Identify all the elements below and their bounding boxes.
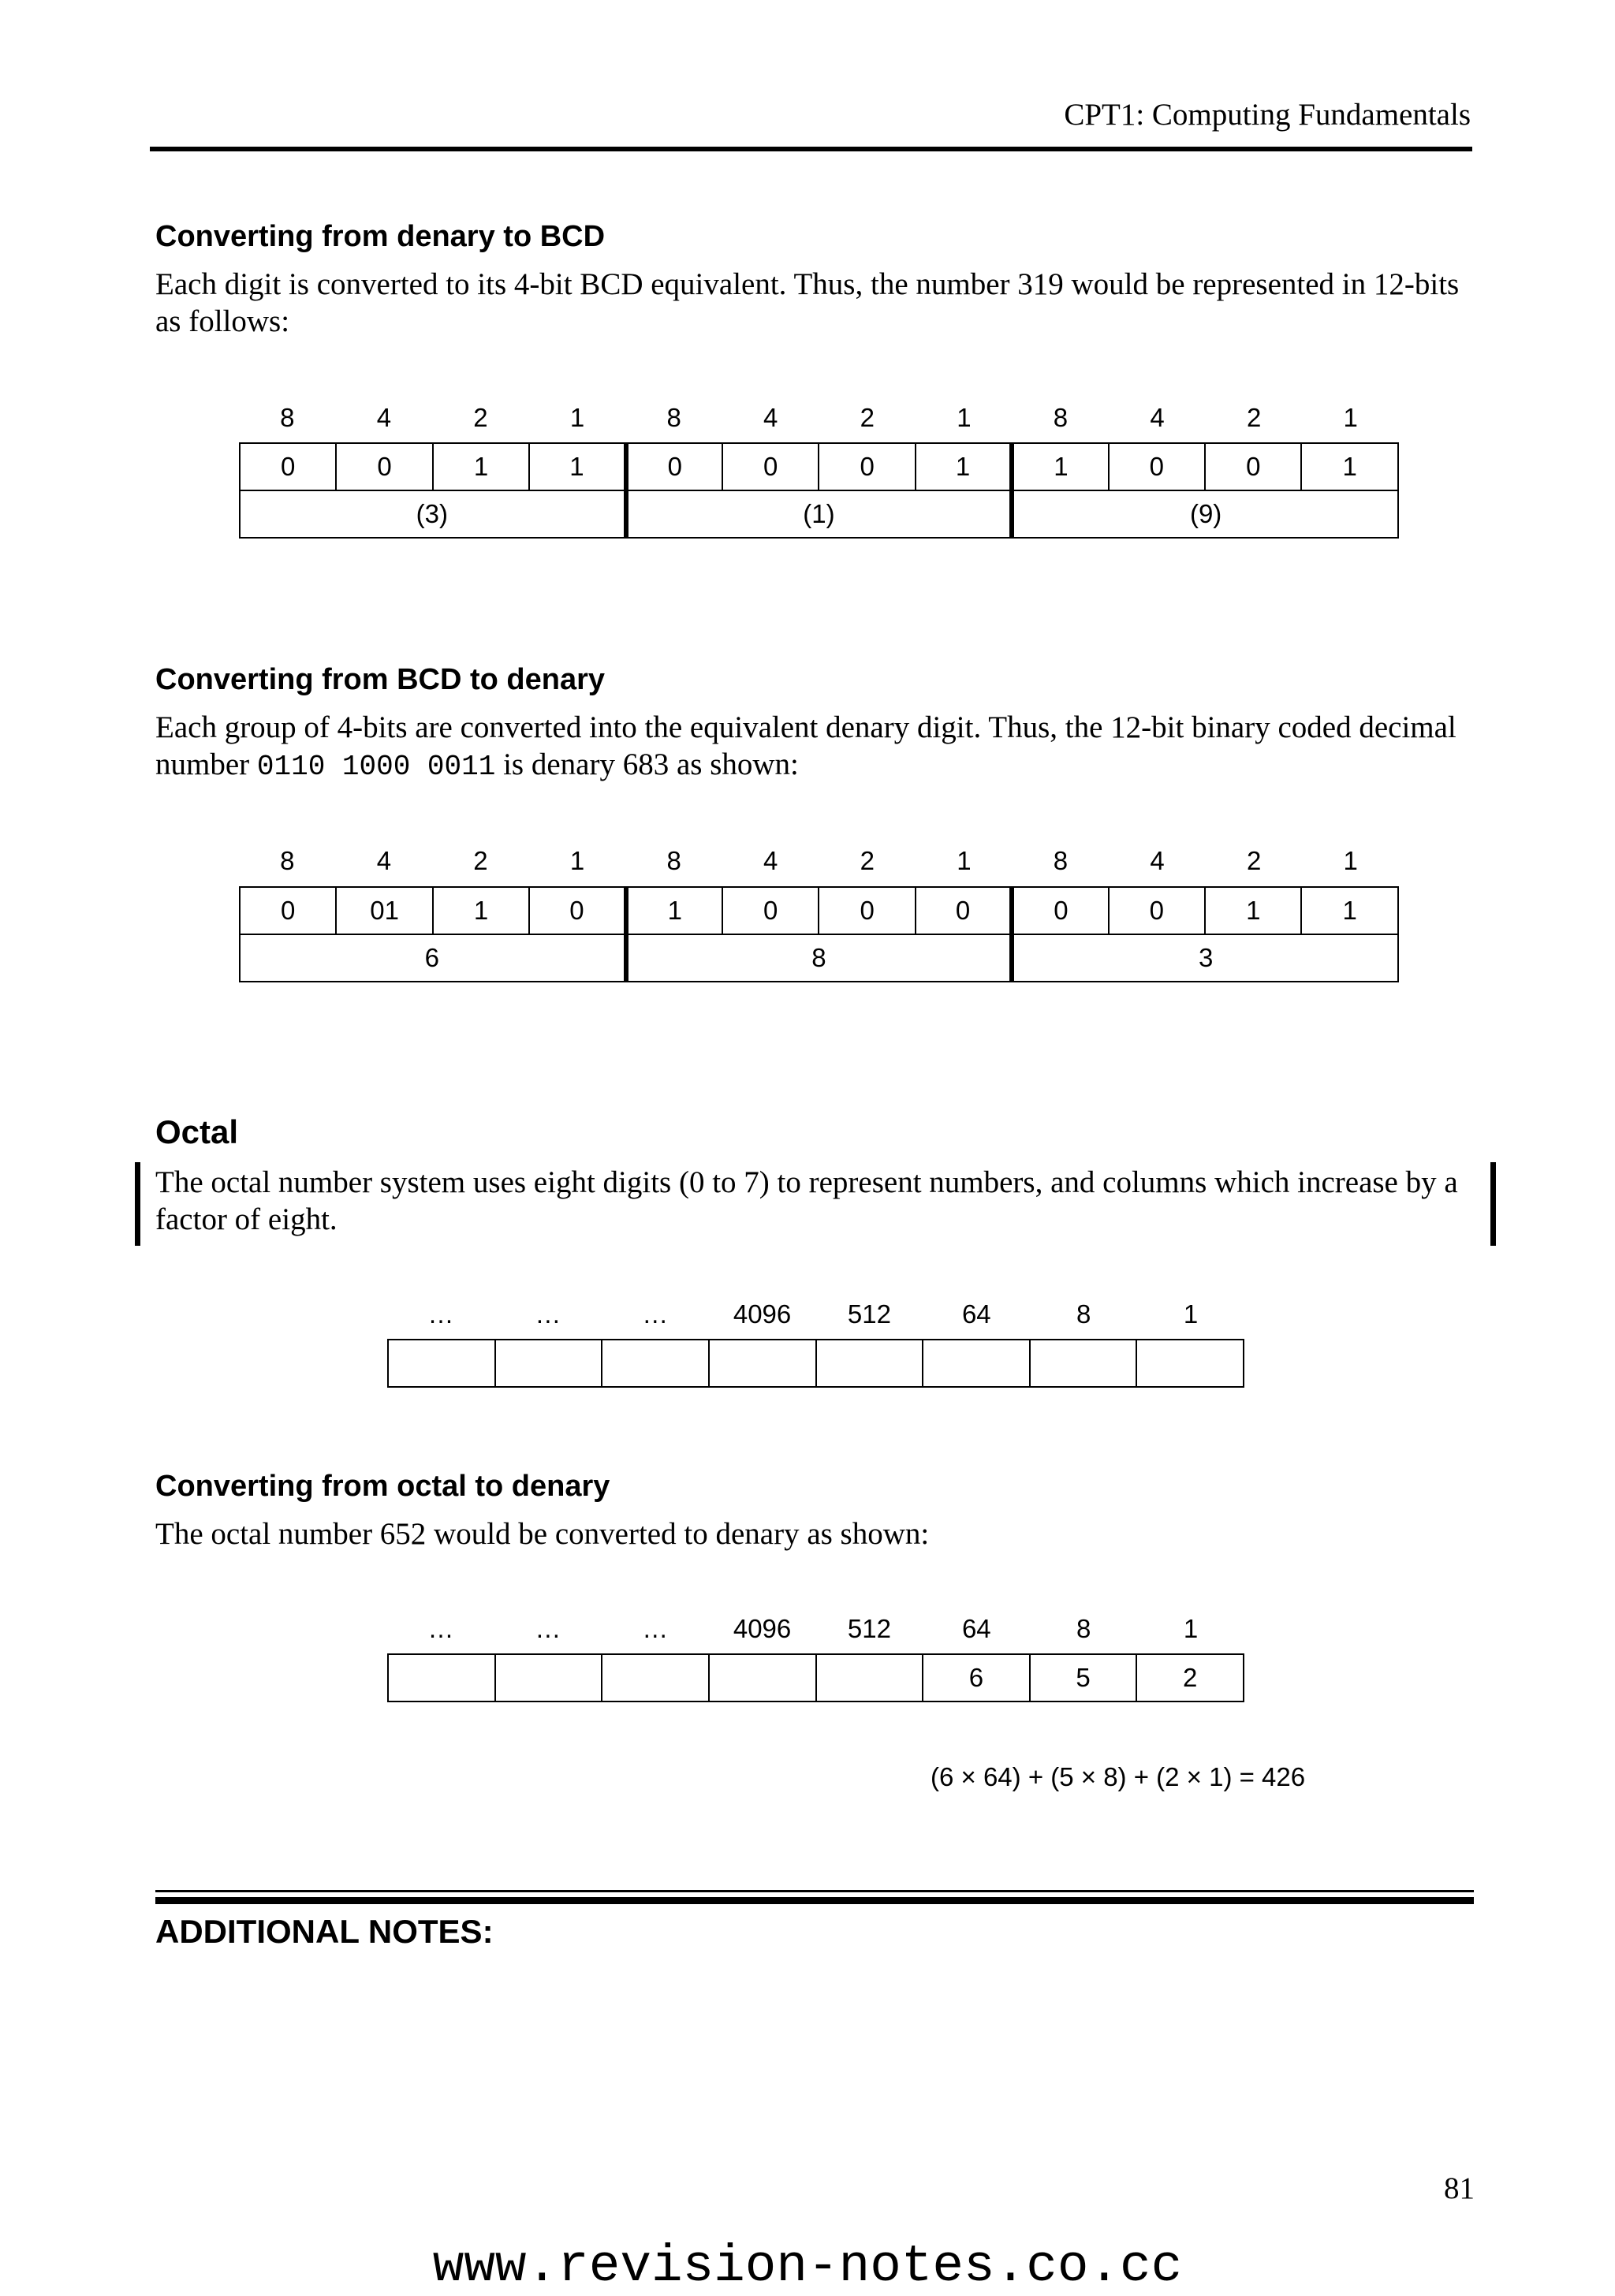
octal-cell <box>495 1340 602 1387</box>
weight-label: 1 <box>957 846 972 875</box>
octal-cell <box>1136 1340 1244 1387</box>
bit-cell: 0 <box>722 887 819 934</box>
weight-label: 2 <box>1246 846 1262 875</box>
weight-label: 512 <box>847 1299 891 1329</box>
bit-cell: 0 <box>240 887 336 934</box>
bit-cell: 1 <box>1301 887 1398 934</box>
paragraph-octal-to-denary: The octal number 652 would be converted to denary as shown: <box>155 1517 930 1551</box>
octal-cell <box>816 1654 923 1702</box>
paragraph-text: is denary 683 as shown: <box>495 747 799 781</box>
bit-cell: 1 <box>433 887 529 934</box>
bit-cell: 0 <box>722 443 819 490</box>
weight-label: … <box>535 1614 561 1643</box>
octal-row <box>388 1654 1244 1702</box>
bit-cell: 0 <box>529 887 625 934</box>
weight-label: 1 <box>569 403 585 432</box>
bit-cell: 0 <box>916 887 1012 934</box>
weight-label: 4096 <box>733 1299 792 1329</box>
octal-row <box>388 1340 1244 1387</box>
bits-row <box>240 887 1398 934</box>
weight-label: 8 <box>666 403 681 432</box>
notes-rule-thick <box>155 1897 1474 1904</box>
weight-label: 8 <box>280 403 295 432</box>
weight-label: 1 <box>1343 403 1358 432</box>
weight-label: 2 <box>860 403 875 432</box>
weight-label: 64 <box>961 1299 991 1329</box>
running-title: CPT1: Computing Fundamentals <box>1064 98 1471 132</box>
weight-label: 2 <box>473 403 488 432</box>
octal-cell <box>602 1340 709 1387</box>
weight-label: … <box>427 1299 454 1329</box>
additional-notes-heading: ADDITIONAL NOTES: <box>155 1913 494 1950</box>
bit-cell: 0 <box>1109 887 1205 934</box>
octal-cell: 5 <box>1030 1654 1137 1702</box>
weight-label: … <box>427 1614 454 1643</box>
bcd-weights-row-1 <box>239 402 1399 434</box>
octal-conversion-formula: (6 × 64) + (5 × 8) + (2 × 1) = 426 <box>931 1762 1306 1791</box>
weight-label: 8 <box>1053 403 1069 432</box>
header-rule <box>150 147 1472 151</box>
groups-row <box>240 934 1398 982</box>
bit-cell: 0 <box>819 443 915 490</box>
weight-label: 4096 <box>733 1614 792 1643</box>
bcd-code: 0110 1000 0011 <box>256 751 496 783</box>
heading-octal-to-denary: Converting from octal to denary <box>155 1470 610 1503</box>
bit-cell: 1 <box>1205 887 1301 934</box>
weight-label: 4 <box>1150 846 1165 875</box>
octal-cell <box>602 1654 709 1702</box>
octal-cell <box>495 1654 602 1702</box>
bit-cell: 0 <box>336 443 432 490</box>
octal-cell <box>709 1340 816 1387</box>
weight-label: … <box>642 1299 669 1329</box>
weight-label: 1 <box>1183 1614 1199 1643</box>
octal-cell <box>709 1654 816 1702</box>
octal-weights-row-2 <box>387 1613 1244 1645</box>
groups-row <box>240 490 1398 538</box>
octal-columns-table <box>387 1339 1244 1388</box>
group-cell: 3 <box>1012 934 1398 982</box>
bcd-table-319 <box>239 442 1399 539</box>
octal-652-table <box>387 1653 1244 1702</box>
octal-cell <box>1030 1340 1137 1387</box>
weight-label: 4 <box>763 403 778 432</box>
group-cell: 8 <box>626 934 1013 982</box>
bit-cell: 1 <box>916 443 1012 490</box>
bit-cell: 1 <box>529 443 625 490</box>
octal-cell <box>388 1654 495 1702</box>
octal-cell <box>388 1340 495 1387</box>
weight-label: 1 <box>1343 846 1358 875</box>
bit-cell: 0 <box>1205 443 1301 490</box>
weight-label: … <box>642 1614 669 1643</box>
octal-cell <box>816 1340 923 1387</box>
weight-label: 2 <box>1246 403 1262 432</box>
bit-cell: 0 <box>1109 443 1205 490</box>
page-number: 81 <box>1444 2171 1475 2205</box>
bit-cell: 1 <box>1301 443 1398 490</box>
weight-label: 4 <box>763 846 778 875</box>
group-cell: (1) <box>626 490 1013 538</box>
weight-label: 8 <box>666 846 681 875</box>
weight-label: 2 <box>860 846 875 875</box>
octal-cell <box>923 1340 1030 1387</box>
paragraph-denary-to-bcd: Each digit is converted to its 4-bit BCD equivalent. Thus, the number 319 would be represented in 12-bits as follows: <box>155 267 1460 338</box>
weight-label: … <box>535 1299 561 1329</box>
bits-row <box>240 443 1398 490</box>
weight-label: 8 <box>280 846 295 875</box>
notes-rule-thin <box>155 1890 1474 1892</box>
bit-cell: 1 <box>1012 443 1108 490</box>
heading-bcd-to-denary: Converting from BCD to denary <box>155 663 606 696</box>
bit-cell: 0 <box>626 443 722 490</box>
bit-cell: 0 <box>819 887 915 934</box>
change-bar-left <box>135 1162 140 1246</box>
weight-label: 4 <box>1150 403 1165 432</box>
weight-label: 512 <box>847 1614 891 1643</box>
paragraph-octal: The octal number system uses eight digits (0 to 7) to represent numbers, and columns which increase by a factor of eight. <box>155 1165 1458 1236</box>
octal-cell: 2 <box>1136 1654 1244 1702</box>
bcd-table-683 <box>239 886 1399 982</box>
octal-cell: 6 <box>923 1654 1030 1702</box>
weight-label: 2 <box>473 846 488 875</box>
weight-label: 8 <box>1053 846 1069 875</box>
paragraph-bcd-to-denary <box>155 709 1480 785</box>
paragraph-text: Each group of 4-bits are converted into the equivalent denary digit. Thus, the 12-bit binary coded decimal number <box>155 710 1456 781</box>
weight-label: 1 <box>957 403 972 432</box>
weight-label: 8 <box>1076 1614 1091 1643</box>
weight-label: 1 <box>1183 1299 1199 1329</box>
bit-cell: 1 <box>626 887 722 934</box>
bit-cell: 0 <box>1012 887 1108 934</box>
bcd-weights-row-2 <box>239 845 1399 877</box>
bit-cell: 01 <box>336 887 432 934</box>
bit-cell: 1 <box>433 443 529 490</box>
group-cell: (3) <box>240 490 626 538</box>
weight-label: 4 <box>376 403 392 432</box>
change-bar-right <box>1490 1162 1496 1246</box>
group-cell: (9) <box>1012 490 1398 538</box>
weight-label: 1 <box>569 846 585 875</box>
group-cell: 6 <box>240 934 626 982</box>
weight-label: 8 <box>1076 1299 1091 1329</box>
weight-label: 64 <box>961 1614 991 1643</box>
weight-label: 4 <box>376 846 392 875</box>
octal-weights-row <box>387 1299 1244 1330</box>
heading-denary-to-bcd: Converting from denary to BCD <box>155 220 606 253</box>
footer-url: www.revision-notes.co.cc <box>432 2237 1183 2296</box>
bit-cell: 0 <box>240 443 336 490</box>
heading-octal: Octal <box>155 1113 239 1150</box>
